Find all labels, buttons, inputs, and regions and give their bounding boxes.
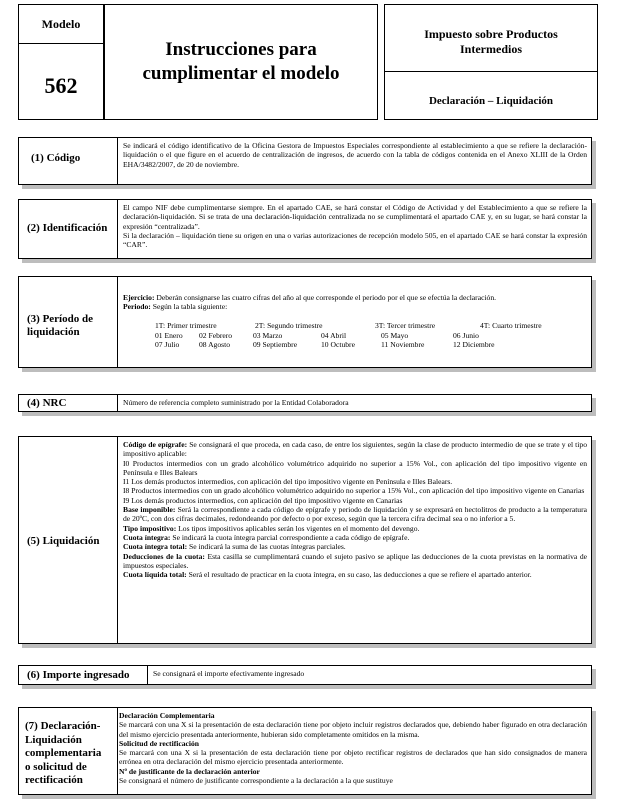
cuota-text: Se indicará la cuota íntegra parcial correspondiente a cada código de epígrafe. [170,532,410,542]
codigo-label: (1) Código [31,152,81,164]
epigrafe-i8: I8 Productos intermedios con un grado alcohólico volumétrico adquirido no superior a 15% Vol., con aplicación del tipo impositivo vigente en Canarias [123,486,585,496]
identificacion-paragraph-1: El campo NIF debe cumplimentarse siempre. En el apartado CAE, se hará constar el Código de Actividad y del Establecimiento a que se refiere la declaración-liquidación. Si se trata de una declaración-liquidación centralizada no se cumplimentará el apartado CAE y, en su lugar, se hará constar la expresión “centralizada”. [123,203,587,231]
complementaria-label [25,720,101,788]
importe-label: (6) Importe ingresado [27,669,130,681]
codigo-text: Se indicará el código identificativo de la Oficina Gestora de Impuestos Especiales correspondiente al establecimiento a que se refiere la declaración-liquidación o el que figure en el acuerdo de centralización de ingresos, de acuerdo con la tabla de códigos contenida en el Anexo XLIII de la Orden EHA/3482/2007, de 20 de noviembre. [123,141,587,169]
complementaria-paragraph: Se marcará con una X si la presentación de esta declaración tiene por objeto incluir registros declarados que, debiendo haber figurado en otra declaración del mismo ejercicio presentada anteriormente, hubieran sido completamente omitidos en la misma. [119,720,587,739]
epigrafe-i1: I1 Los demás productos intermedios, con aplicación del tipo impositivo vigente en Península e Illes Balears. [123,477,453,487]
complementaria-heading: Declaración Complementaria [119,711,215,720]
tax-box [384,4,598,120]
complementaria-label-line-2: Liquidación [25,733,82,746]
trimestre-2: 2T: Segundo trimestre [255,321,323,330]
section-nrc [18,394,592,412]
cuota-label: Cuota íntegra: [123,532,171,542]
trimestre-3: 3T: Tercer trimestre [375,321,436,330]
cuota-total-text: Se indicará la suma de las cuotas íntegras parciales. [187,542,346,552]
table-row [155,331,495,340]
table-row [155,340,495,349]
month-08: 08 Agosto [199,340,231,350]
periodo-label-line-1: (3) Período de [27,313,93,325]
months-table [155,331,495,350]
title-box [104,4,378,120]
epigrafe-i9: I9 Los demás productos intermedios, con aplicación del tipo impositivo vigente en Canarias [123,495,403,505]
liquidacion-text [123,440,587,579]
section-codigo [18,137,592,185]
justificante-heading: Nº de justificante de la declaración anterior [119,766,260,776]
trimestre-1: 1T: Primer trimestre [155,321,217,330]
periodo-text [123,293,587,312]
modelo-label: Modelo [41,17,81,31]
month-10: 10 Octubre [321,340,355,350]
section-importe [18,665,592,685]
base-label: Base imponible: [123,505,176,515]
month-09: 09 Septiembre [253,340,298,350]
importe-text: Se consignará el importe efectivamente ingresado [153,669,305,678]
importe-divider [147,666,148,684]
declaration-title: Declaración – Liquidación [428,95,554,107]
liquidacion-label: (5) Liquidación [27,535,100,547]
deducciones-text: Esta casilla se cumplimentará cuando el sujeto pasivo se aplique las deducciones de la cuota previstas en la normativa de impuestos especiales. [123,551,587,570]
nrc-text: Número de referencia completo suministrado por la Entidad Colaboradora [123,398,349,407]
ejercicio-text: Deberán consignarse las cuatro cifras del año al que corresponde el periodo por el que se efectúa la declaración. [154,293,497,302]
complementaria-label-line-1: (7) Declaración- [25,720,101,732]
section-identificacion [18,199,592,259]
tipo-label: Tipo impositivo: [123,523,177,533]
periodo-label [27,313,93,339]
epigrafe-i0: I0 Productos intermedios con un grado alcohólico volumétrico adquirido no superior a 15% Vol., con aplicación del tipo impositivo vigente en Península e Illes Balears [123,458,587,477]
month-05: 05 Mayo [381,331,409,340]
month-04: 04 Abril [321,331,347,340]
identificacion-text [123,203,587,249]
liquida-label: Cuota líquida total: [123,570,187,580]
complementaria-label-line-3: complementaria [25,747,102,759]
codigo-divider [117,138,118,184]
month-02: 02 Febrero [199,331,233,340]
deducciones-label: Deducciones de la cuota: [123,551,205,561]
modelo-divider [19,43,103,44]
periodo-sub-text: Según la tabla siguiente: [150,302,228,312]
identificacion-divider [117,200,118,258]
section-periodo [18,276,592,368]
nrc-label: (4) NRC [27,397,67,409]
periodo-label-line-2: liquidación [27,326,80,338]
liquidacion-divider [117,437,118,643]
complementaria-label-line-4: o solicitud de [25,760,87,773]
epigrafe-text: Se consignará el que proceda, en cada caso, de entre los siguientes, según la clase de producto intermedio de que se trate y el tipo impositivo aplicable: [123,440,587,459]
liquida-text: Será el resultado de practicar en la cuota íntegra, en su caso, las deducciones a que se refiere el apartado anterior. [186,570,532,580]
month-12: 12 Diciembre [453,340,495,350]
tax-divider [385,71,597,72]
rectificacion-paragraph: Se marcará con una X si la presentación de esta declaración tiene por objeto rectificar registros de declarados que han sido consignados de manera errónea en otra declaración del mismo ejercicio presentada anteriormente. [119,748,587,767]
tax-title-line-2: Intermedios [460,42,522,56]
identificacion-label: (2) Identificación [27,222,108,234]
modelo-box [18,4,104,120]
tax-title-line-1: Impuesto sobre Productos [424,27,558,41]
identificacion-paragraph-2: Si la declaración – liquidación tiene su origen en una o varias autorizaciones de recepción modelo 505, en el apartado CAE se hará constar la expresión “CAR”. [123,230,587,250]
base-text: Será la correspondiente a cada código de epígrafe y periodo de liquidación y se expresará en hectolitros de producto a la temperatura de 20ºC, con dos cifras decimales, redondeando por defecto o por exceso, según que la tercera cifra decimal sea o no inferior a 5. [123,505,588,524]
section-liquidacion [18,436,592,644]
table-row [155,321,542,330]
month-06: 06 Junio [453,331,479,340]
trimestres-table [155,321,542,330]
trimestre-4: 4T: Cuarto trimestre [480,321,542,330]
periodo-sub-label: Periodo: [123,302,151,312]
complementaria-text [119,711,587,785]
month-07: 07 Julio [155,340,180,350]
month-01: 01 Enero [155,331,183,340]
month-03: 03 Marzo [253,331,283,340]
complementaria-divider [117,708,118,794]
complementaria-label-line-5: rectificación [25,774,83,786]
title-line-2: cumplimentar el modelo [142,63,340,84]
nrc-divider [117,395,118,411]
month-11: 11 Noviembre [381,340,425,350]
section-complementaria [18,707,592,795]
tipo-text: Los tipos impositivos aplicables serán los vigentes en el momento del devengo. [176,523,420,533]
rectificacion-heading: Solicitud de rectificación [119,738,200,748]
periodo-divider [117,277,118,367]
title-line-1: Instrucciones para [165,39,317,60]
ejercicio-label: Ejercicio: [123,293,155,302]
cuota-total-label: Cuota íntegra total: [123,542,188,552]
modelo-number: 562 [44,73,78,98]
epigrafe-label: Código de epígrafe: [123,440,188,449]
justificante-paragraph: Se consignará el número de justificante correspondiente a la declaración a la que sustituye [119,776,393,786]
